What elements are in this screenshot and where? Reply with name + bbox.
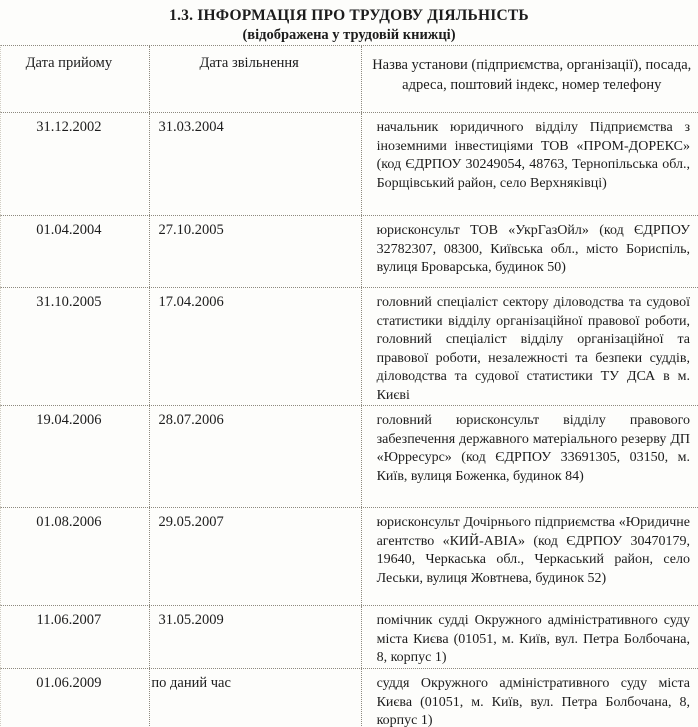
table-header-row xyxy=(0,45,698,112)
workplace-description-cell: помічник судді Окружного адміністративного суду міста Києва (01051, м. Київ, вул. Петра Болбочана, 8, корпус 1) xyxy=(361,606,698,668)
table-row xyxy=(0,215,698,287)
column-header-dismissal-date: Дата звільнення xyxy=(149,46,361,112)
column-header-hire-date: Дата прийому xyxy=(25,55,113,71)
table-row xyxy=(0,287,698,405)
table-row xyxy=(0,507,698,605)
dismissal-date-cell: 29.05.2007 xyxy=(149,508,361,605)
table-row xyxy=(0,605,698,668)
workplace-description-cell: головний юрисконсульт відділу правового забезпечення державного матеріального резерву ДП «Юрресурс» (код ЄДРПОУ 33691305, 03150, м. Київ, вулиця Боженка, будинок 84) xyxy=(361,406,698,507)
hire-date-cell: 31.12.2002 xyxy=(36,119,102,135)
dismissal-date-cell: 27.10.2005 xyxy=(149,216,361,287)
workplace-description-cell: юрисконсульт Дочірнього підприємства «Юридичне агентство «КИЙ-АВІА» (код ЄДРПОУ 30470179, 19640, Черкаська обл., Черкаський район, село Леськи, вулиця Жовтнева, будинок 52) xyxy=(361,508,698,605)
employment-history-table xyxy=(0,45,698,727)
hire-date-cell: 19.04.2006 xyxy=(36,412,102,428)
dismissal-date-cell: 31.05.2009 xyxy=(149,606,361,668)
hire-date-cell: 01.04.2004 xyxy=(36,222,102,238)
hire-date-cell: 31.10.2005 xyxy=(36,294,102,310)
column-header-institution: Назва установи (підприємства, організації), посада, адреса, поштовий індекс, номер телефону xyxy=(361,46,698,112)
table-row xyxy=(0,405,698,507)
workplace-description-cell: начальник юридичного відділу Підприємства з іноземними інвестиціями ТОВ «ПРОМ-ДОРЕКС» (код ЄДРПОУ 30249054, 48763, Тернопільська обл., Борщівський район, село Верхняківці) xyxy=(361,113,698,215)
dismissal-date-cell: 31.03.2004 xyxy=(149,113,361,215)
dismissal-date-cell: 28.07.2006 xyxy=(149,406,361,507)
hire-date-cell: 01.08.2006 xyxy=(36,514,102,530)
section-subtitle: (відображена у трудовій книжці) xyxy=(242,27,456,43)
workplace-description-cell: головний спеціаліст сектору діловодства та судової статистики відділу організаційної правової роботи, головний спеціаліст відділу організаційної та правової роботи, незалежності та безпеки суддів, діловодства та судової статистики ТУ ДСА в м. Києві xyxy=(361,288,698,405)
workplace-description-cell: суддя Окружного адміністративного суду міста Києва (01051, м. Київ, вул. Петра Болбочана, 8, корпус 1) xyxy=(361,669,698,727)
table-row xyxy=(0,668,698,727)
hire-date-cell: 01.06.2009 xyxy=(36,675,102,691)
workplace-description-cell: юрисконсульт ТОВ «УкрГазОйл» (код ЄДРПОУ 32782307, 08300, Київська обл., місто Бориспіль, вулиця Броварська, будинок 50) xyxy=(361,216,698,287)
section-title: 1.3. ІНФОРМАЦІЯ ПРО ТРУДОВУ ДІЯЛЬНІСТЬ xyxy=(169,7,529,24)
hire-date-cell: 11.06.2007 xyxy=(36,612,102,628)
dismissal-date-cell: 17.04.2006 xyxy=(149,288,361,405)
table-row xyxy=(0,112,698,215)
dismissal-date-cell: по даний час xyxy=(149,669,361,727)
